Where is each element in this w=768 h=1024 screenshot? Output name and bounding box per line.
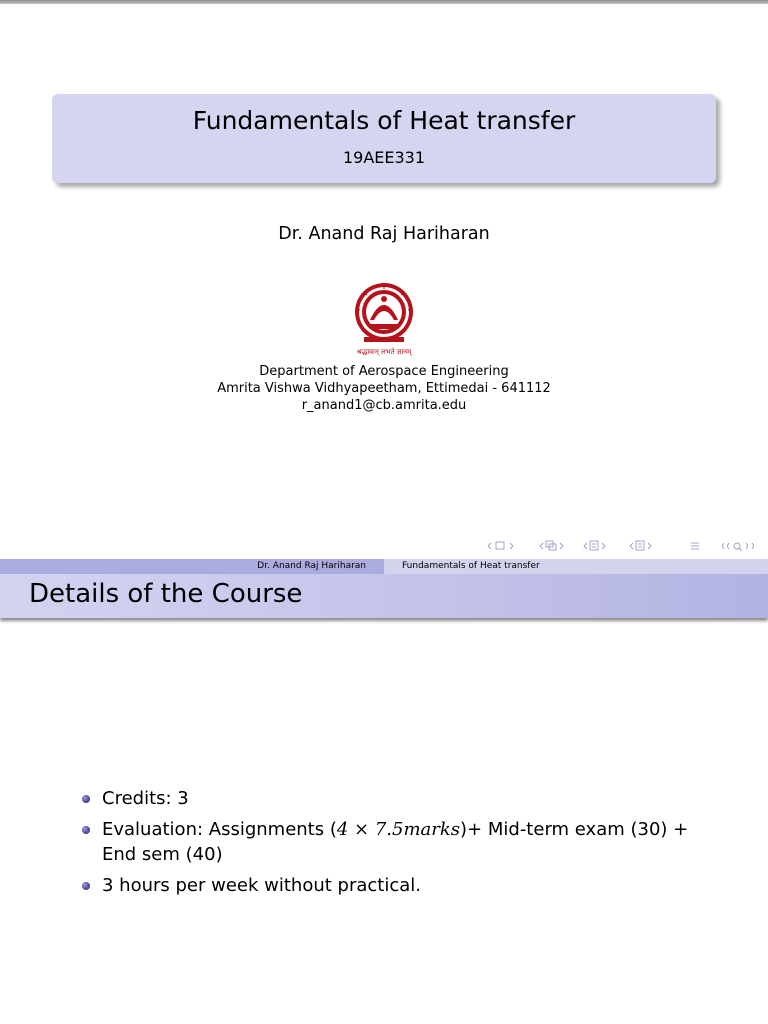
- bullet-icon: [82, 882, 90, 890]
- frame-title: Details of the Course: [29, 579, 303, 609]
- bullet-icon: [82, 826, 90, 834]
- title-box: [52, 94, 716, 183]
- bullet-list: [80, 786, 740, 904]
- evaluation-prefix: Evaluation: Assignments (: [102, 819, 337, 840]
- email: r_anand1@cb.amrita.edu: [301, 398, 467, 413]
- list-item: [80, 817, 740, 867]
- institution: Amrita Vishwa Vidhyapeetham, Ettimedai - 641112: [217, 381, 551, 396]
- nav-left-arrow-icon[interactable]: [488, 543, 491, 549]
- slide-footer: [0, 559, 768, 574]
- nav-subsection-icon[interactable]: [540, 541, 563, 550]
- hours-text: 3 hours per week without practical.: [102, 875, 421, 896]
- slide-title: Fundamentals of Heat transfer: [192, 106, 576, 135]
- beamer-navigation: [488, 540, 764, 552]
- nav-frame-icon[interactable]: [496, 542, 513, 549]
- nav-section-icon[interactable]: [630, 541, 651, 550]
- evaluation-end-sem: End sem (40): [102, 844, 223, 865]
- department: Department of Aerospace Engineering: [259, 364, 509, 379]
- evaluation-formula: 4 × 7.5marks: [336, 819, 461, 840]
- credits-text: Credits: 3: [102, 788, 189, 809]
- author-name: Dr. Anand Raj Hariharan: [278, 224, 490, 244]
- nav-align-icon[interactable]: [691, 543, 699, 549]
- slide-subtitle: 19AEE331: [342, 148, 426, 167]
- affiliation-block: [0, 363, 768, 414]
- svg-text:श्रद्धावान् लभते ज्ञानम्: श्रद्धावान् लभते ज्ञानम्: [356, 348, 412, 356]
- university-logo: [350, 280, 418, 360]
- footer-author: Dr. Anand Raj Hariharan: [0, 559, 384, 574]
- list-item: [80, 786, 740, 811]
- frame-title-bar: [0, 574, 768, 618]
- evaluation-suffix: )+ Mid-term exam (30) +: [460, 819, 689, 840]
- top-divider: [0, 0, 768, 4]
- footer-title: Fundamentals of Heat transfer: [384, 559, 768, 574]
- nav-section-icon[interactable]: [584, 541, 605, 550]
- list-item: [80, 873, 740, 898]
- bullet-icon: [82, 795, 90, 803]
- nav-search-icon[interactable]: [723, 543, 754, 551]
